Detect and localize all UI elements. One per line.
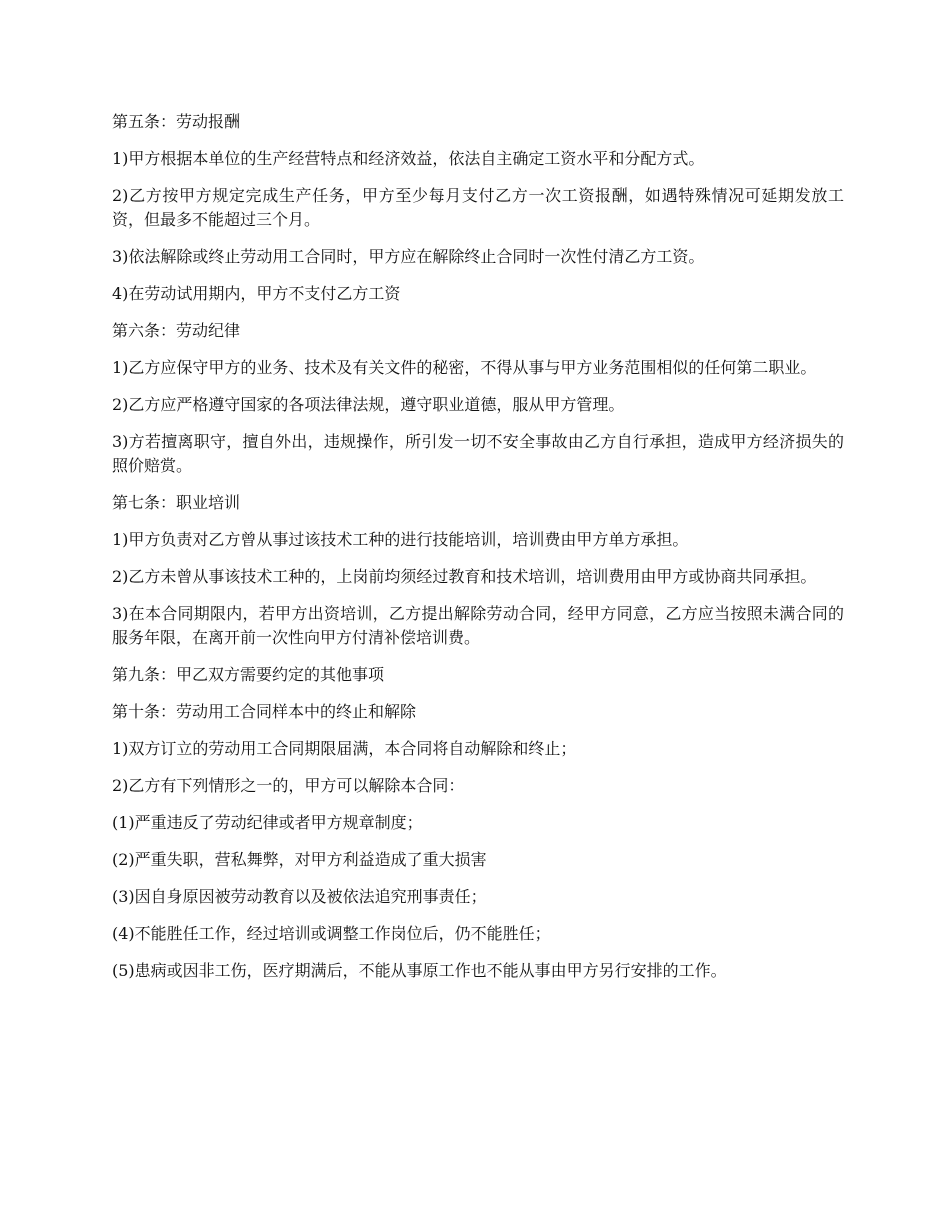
- article-7-heading: 第七条：职业培训: [112, 493, 241, 512]
- document-page: [112, 110, 844, 996]
- article-7-clause-1: 1)甲方负责对乙方曾从事过该技术工种的进行技能培训，培训费由甲方单方承担。: [112, 530, 689, 549]
- article-9-heading: 第九条：甲乙双方需要约定的其他事项: [112, 665, 385, 684]
- article-6-heading: 第六条：劳动纪律: [112, 321, 241, 340]
- article-10-sub-1: (1)严重违反了劳动纪律或者甲方规章制度；: [112, 813, 423, 832]
- article-6-clause-1: 1)乙方应保守甲方的业务、技术及有关文件的秘密，不得从事与甲方业务范围相似的任何第二职业。: [112, 358, 817, 377]
- article-5-heading: 第五条：劳动报酬: [112, 112, 241, 131]
- article-10-sub-5: (5)患病或因非工伤，医疗期满后，不能从事原工作也不能从事由甲方另行安排的工作。: [112, 961, 727, 980]
- article-5-clause-1: 1)甲方根据本单位的生产经营特点和经济效益，依法自主确定工资水平和分配方式。: [112, 149, 705, 168]
- article-10-clause-1: 1)双方订立的劳动用工合同期限届满，本合同将自动解除和终止；: [112, 739, 577, 758]
- article-5-clause-2: 2)乙方按甲方规定完成生产任务，甲方至少每月支付乙方一次工资报酬，如遇特殊情况可延期发放工资，但最多不能超过三个月。: [112, 186, 844, 229]
- article-10-heading: 第十条：劳动用工合同样本中的终止和解除: [112, 702, 417, 721]
- article-10-clause-2: 2)乙方有下列情形之一的，甲方可以解除本合同：: [112, 776, 465, 795]
- article-10-sub-4: (4)不能胜任工作，经过培训或调整工作岗位后，仍不能胜任；: [112, 924, 551, 943]
- article-5-clause-3: 3)依法解除或终止劳动用工合同时，甲方应在解除终止合同时一次性付清乙方工资。: [112, 247, 705, 266]
- article-6-clause-3: 3)方若擅离职守，擅自外出，违规操作，所引发一切不安全事故由乙方自行承担，造成甲方经济损失的照价赔赏。: [112, 432, 844, 475]
- article-7-clause-2: 2)乙方未曾从事该技术工种的，上岗前均须经过教育和技术培训，培训费用由甲方或协商共同承担。: [112, 567, 817, 586]
- article-6-clause-2: 2)乙方应严格遵守国家的各项法律法规，遵守职业道德，服从甲方管理。: [112, 395, 625, 414]
- article-5-clause-4: 4)在劳动试用期内，甲方不支付乙方工资: [112, 284, 401, 303]
- article-7-clause-3: 3)在本合同期限内，若甲方出资培训，乙方提出解除劳动合同，经甲方同意，乙方应当按照未满合同的服务年限，在离开前一次性向甲方付清补偿培训费。: [112, 604, 844, 647]
- article-10-sub-2: (2)严重失职，营私舞弊，对甲方利益造成了重大损害: [112, 850, 487, 869]
- article-10-sub-3: (3)因自身原因被劳动教育以及被依法追究刑事责任；: [112, 887, 487, 906]
